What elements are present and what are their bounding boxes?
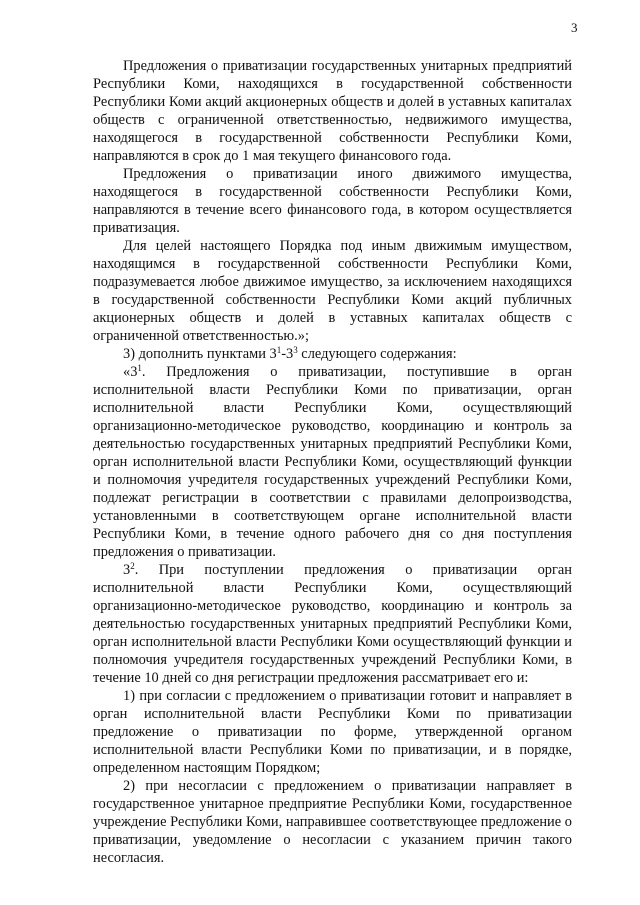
paragraph-movable-property: Предложения о приватизации иного движимого имущества, находящегося в государственной собственности Республики Коми, направляются в течение всего финансового года, в котором осуществляется приватизация. (93, 166, 572, 236)
add-points-prefix: 3) дополнить пунктами 3 (123, 346, 277, 362)
point-number: «3 (123, 364, 138, 380)
point-number: 3 (123, 562, 131, 578)
point-text: . Предложения о приватизации, поступившие в орган исполнительной власти Республики Коми по приватизации, орган исполнительной власти Республики Коми, осуществляющий организационно-методическое руководство, координацию и контроль за деятельностью государственных унитарных предприятий Республики Коми, орган исполнительной власти Республики Коми, осуществляющий функции и полномочия учредителя государственных учреждений Республики Коми, подлежат регистрации в соответствии с правилами делопроизводства, установленными в соответствующем органе исполнительной власти Республики Коми, в течение одного рабочего дня со дня поступления предложения о приватизации. (93, 364, 572, 560)
add-points-dash: -3 (281, 346, 294, 362)
superscript: 1 (276, 345, 282, 355)
paragraph-movable-property-definition: Для целей настоящего Порядка под иным движимым имуществом, находящимся в государственной собственности Республики Коми, подразумевается любое движимое имущество, за исключением находящихся в государственной собственности Республики Коми акций публичных акционерных обществ и долей в уставных капиталах обществ с ограниченной ответственностью.»; (93, 238, 572, 344)
superscript: 1 (137, 363, 142, 373)
document-body (93, 57, 572, 867)
paragraph-subpoint-2: 2) при несогласии с предложением о приватизации направляет в государственное унитарное предприятие Республики Коми, государственное учреждение Республики Коми, направившее соответствующее предложение о приватизации, уведомление о несогласии с указанием причин такого несогласия. (93, 778, 572, 866)
paragraph-point-3-2 (93, 561, 572, 687)
page-number: 3 (571, 20, 578, 35)
paragraph-add-points (93, 345, 572, 363)
paragraph-subpoint-1: 1) при согласии с предложением о приватизации готовит и направляет в орган исполнительной власти Республики Коми по приватизации предложение о приватизации по форме, утвержденной органом исполнительной власти Республики Коми по приватизации, и в порядке, определенном настоящим Порядком; (93, 688, 572, 776)
paragraph-point-3-1 (93, 363, 572, 561)
add-points-suffix: следующего содержания: (297, 346, 457, 362)
point-text: . При поступлении предложения о приватизации орган исполнительной власти Республики Коми, осуществляющий организационно-методическое руководство, координацию и контроль за деятельностью государственных унитарных предприятий Республики Коми, орган исполнительной власти Республики Коми осуществляющий функции и полномочия учредителя государственных учреждений Республики Коми, в течение 10 дней со дня регистрации предложения рассматривает его и: (93, 562, 572, 686)
paragraph-privatization-deadline: Предложения о приватизации государственных унитарных предприятий Республики Коми, находящихся в государственной собственности Республики Коми акций акционерных обществ и долей в уставных капиталах обществ с ограниченной ответственностью, недвижимого имущества, находящегося в государственной собственности Республики Коми, направляются в срок до 1 мая текущего финансового года. (93, 58, 572, 164)
superscript: 2 (130, 561, 135, 571)
superscript: 3 (293, 345, 298, 355)
